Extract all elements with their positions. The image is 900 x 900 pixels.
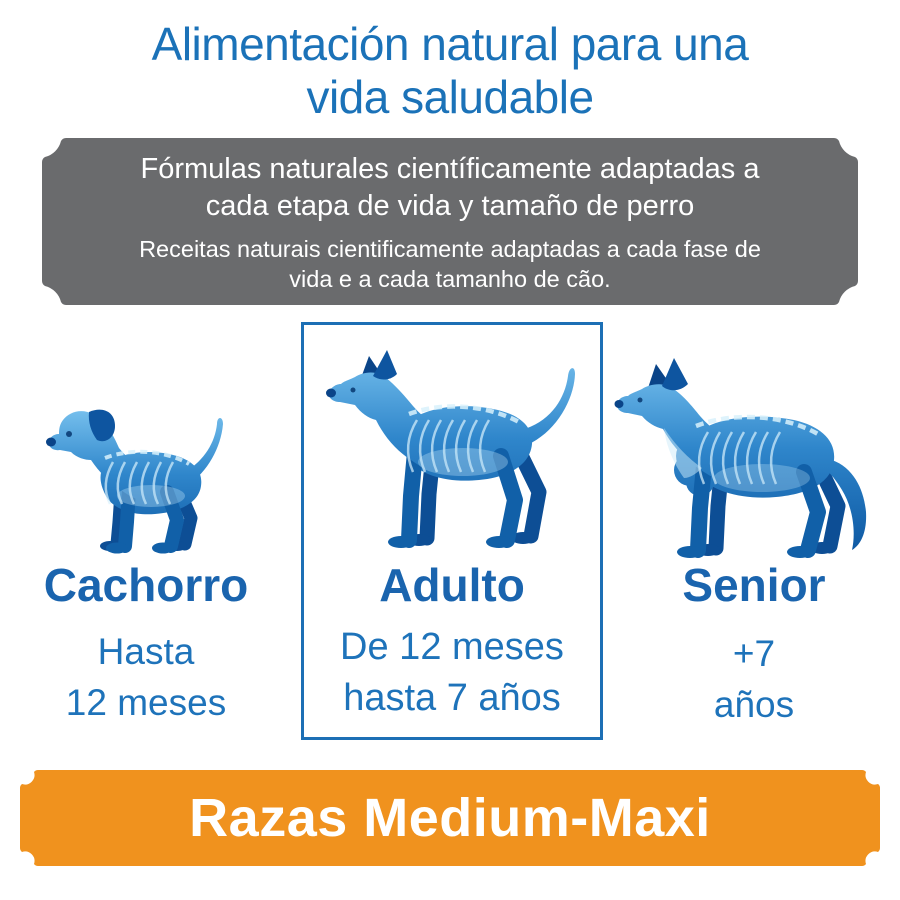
- stage-label-senior: Senior: [682, 559, 826, 611]
- senior-xray-dog-image: [604, 348, 889, 563]
- banner-pt-line-2: vida e a cada tamanho de cão.: [289, 266, 611, 292]
- page-title-line-2: vida saludable: [306, 71, 594, 123]
- page-title: [0, 18, 900, 124]
- stage-range-senior-line-2: años: [713, 684, 795, 725]
- stage-range-cachorro-line-1: Hasta: [97, 631, 195, 672]
- banner-pt-line-1: Receitas naturais cientificamente adaptadas a cada fase de: [139, 236, 761, 262]
- banner-text-pt: [42, 234, 858, 294]
- adult-xray-dog-image: [312, 334, 584, 556]
- stage-range-senior: [608, 628, 900, 730]
- banner-text: [42, 138, 858, 294]
- subtitle-banner: [42, 138, 858, 305]
- banner-text-es: [42, 138, 858, 225]
- stage-label-adulto: Adulto: [379, 559, 525, 611]
- stage-range-adulto-line-1: De 12 meses: [340, 626, 564, 668]
- stage-range-cachorro: [0, 626, 292, 728]
- stage-range-cachorro-line-2: 12 meses: [65, 682, 227, 723]
- page-title-line-1: Alimentación natural para una: [151, 18, 749, 70]
- stage-range-adulto: [301, 622, 603, 724]
- puppy-xray-dog-image: [33, 372, 238, 562]
- banner-es-line-1: Fórmulas naturales científicamente adaptadas a: [140, 153, 760, 185]
- stage-range-adulto-line-2: hasta 7 años: [343, 677, 561, 719]
- stage-label-cachorro: Cachorro: [43, 559, 249, 611]
- footer-badge: [20, 770, 880, 866]
- footer-badge-text: Razas Medium-Maxi: [189, 788, 711, 848]
- stage-range-senior-line-1: +7: [732, 633, 776, 674]
- banner-es-line-2: cada etapa de vida y tamaño de perro: [205, 190, 695, 222]
